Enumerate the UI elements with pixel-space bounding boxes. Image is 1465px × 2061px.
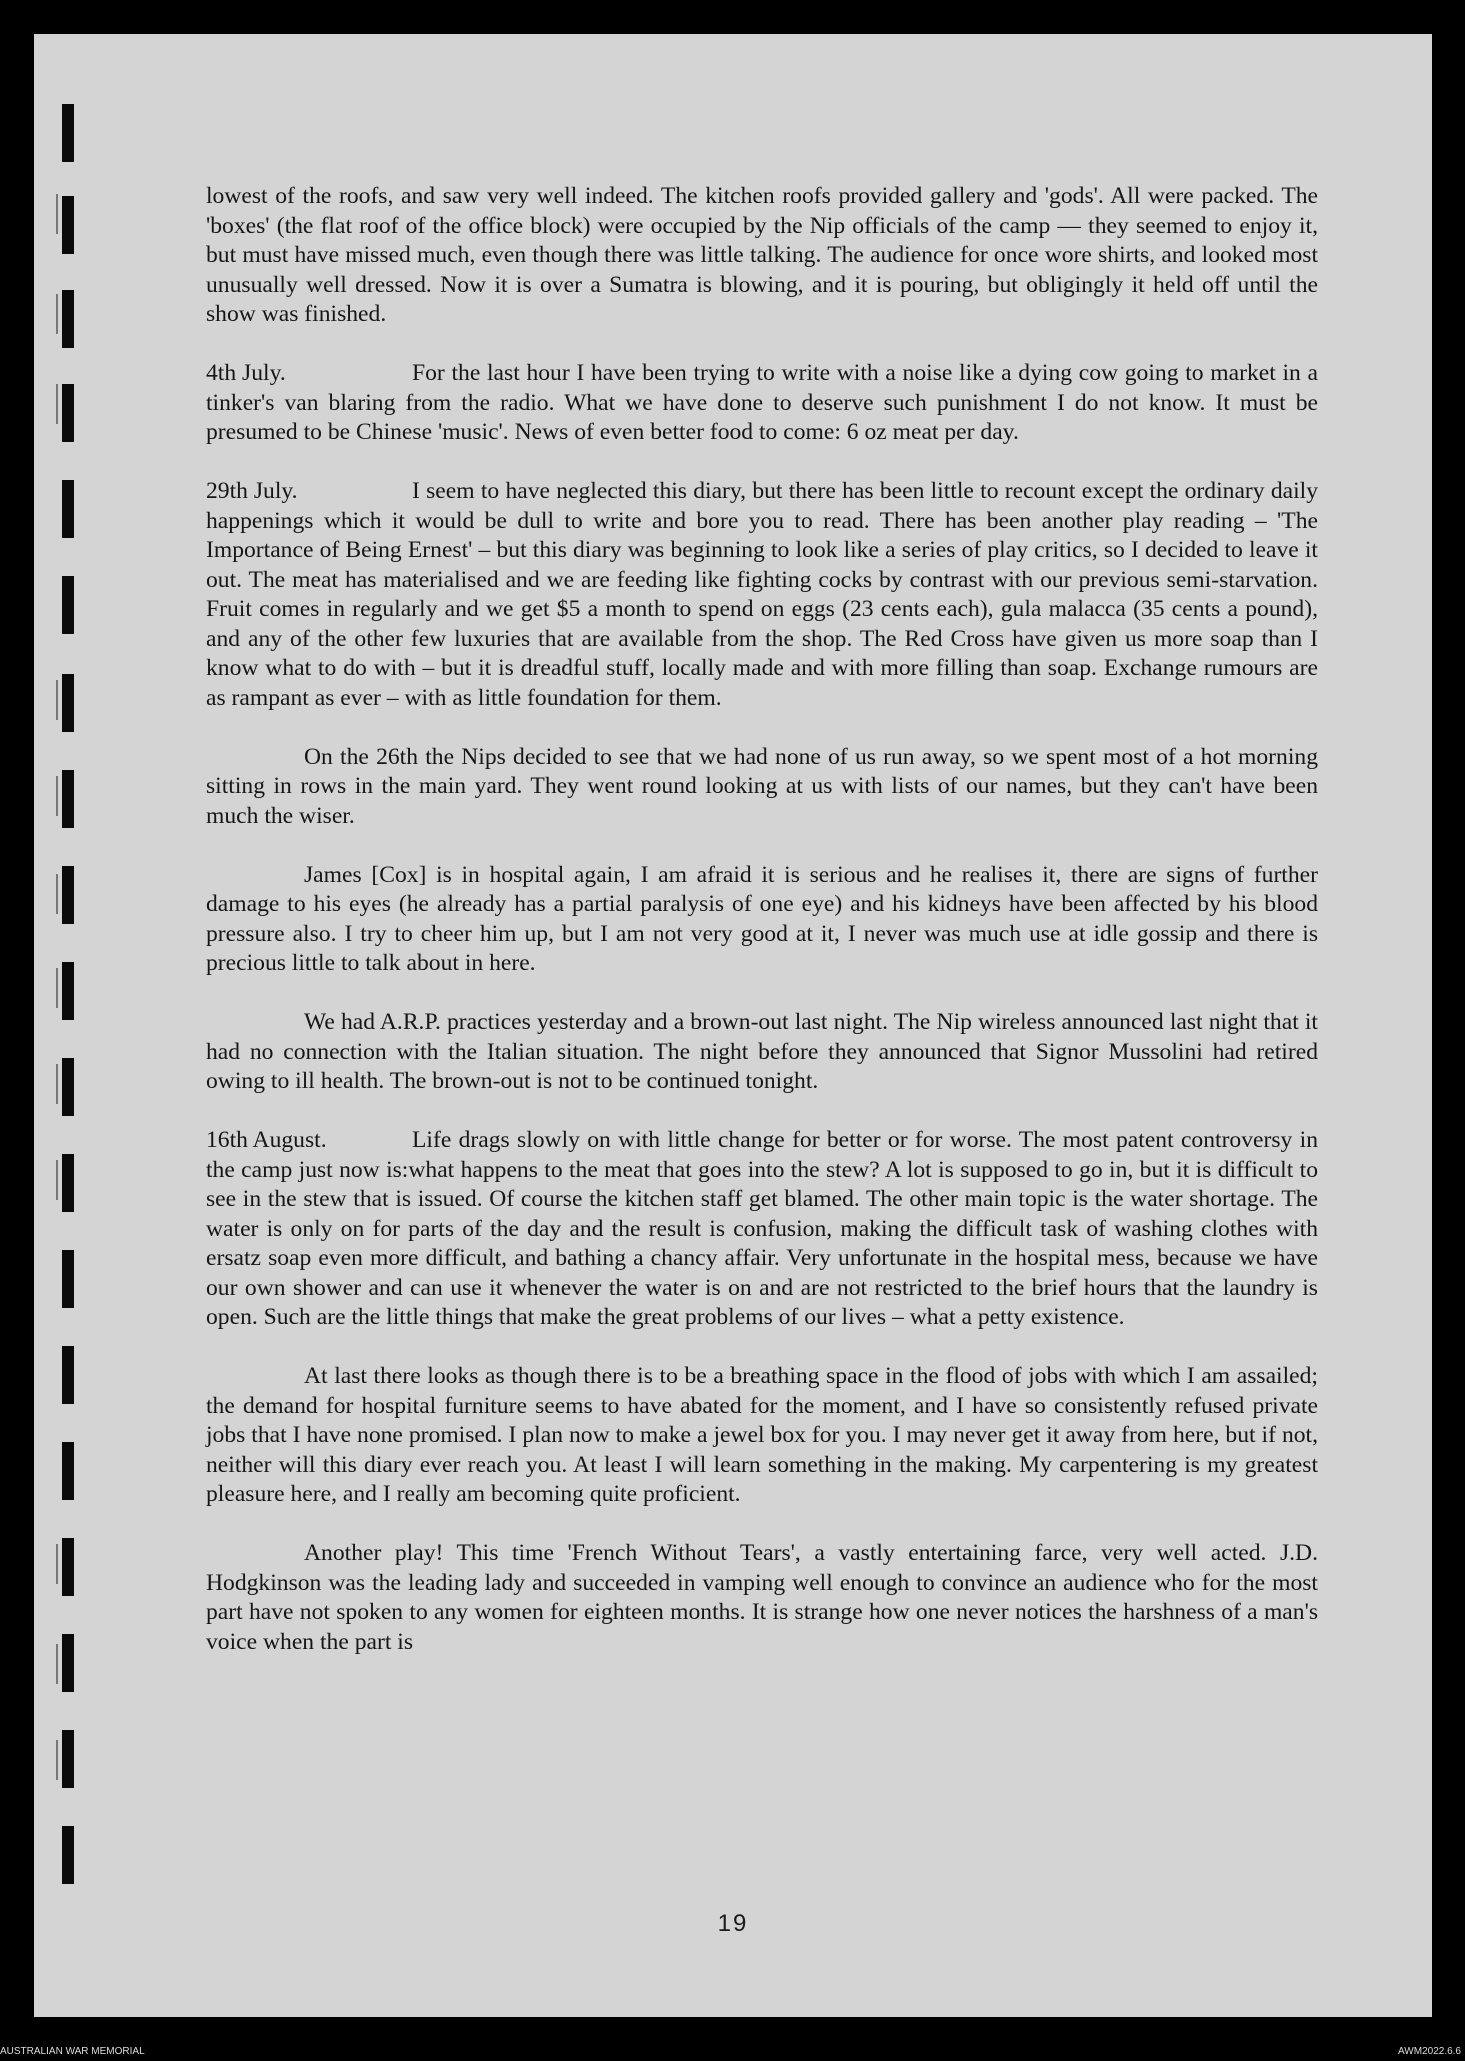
- binding-hole: [62, 104, 74, 162]
- binding-mark: [56, 776, 58, 816]
- paragraph-8: [206, 1362, 1318, 1510]
- diary-date: 4th July.: [206, 360, 286, 386]
- paragraph-text: On the 26th the Nips decided to see that we had none of us run away, so we spent most of a hot morning sitting in rows in the main yard. They went round looking at us with lists of our names, but they can't have been much the wiser.: [206, 743, 1318, 829]
- binding-mark: [56, 680, 58, 720]
- paragraph-5: [206, 861, 1318, 979]
- binding-hole: [62, 1730, 74, 1788]
- binding-mark: [56, 194, 58, 234]
- binding-hole: [62, 576, 74, 634]
- binding-hole: [62, 1250, 74, 1308]
- binding-hole: [62, 962, 74, 1020]
- document-page: [34, 34, 1432, 2017]
- binding-hole: [62, 674, 74, 732]
- paragraph-text: I seem to have neglected this diary, but there has been little to recount except the ordinary daily happenings which it would be dull to write and bore you to read. There has been another play reading – 'The Importance of Being Ernest' – but this diary was beginning to look like a series of play critics, so I decided to leave it out. The meat has materialised and we are feeding like fighting cocks by contrast with our previous semi-starvation. Fruit comes in regularly and we get $5 a month to spend on eggs (23 cents each), gula malacca (35 cents a pound), and any of the other few luxuries that are available from the shop. The Red Cross have given us more soap than I know what to do with – but it is dreadful stuff, locally made and with more filling than soap. Exchange rumours are as rampant as ever – with as little foundation for them.: [206, 478, 1318, 711]
- paragraph-text: We had A.R.P. practices yesterday and a brown-out last night. The Nip wireless announced last night that it had no connection with the Italian situation. The night before they announced that Signor Mussolini had retired owing to ill health. The brown-out is not to be continued tonight.: [206, 1009, 1318, 1094]
- diary-date: 29th July.: [206, 478, 298, 504]
- paragraph-9: [206, 1539, 1318, 1657]
- binding-mark: [56, 874, 58, 914]
- paragraph-4: [206, 743, 1318, 832]
- paragraph-text: James [Cox] is in hospital again, I am afraid it is serious and he realises it, there are signs of further damage to his eyes (he already has a partial paralysis of one eye) and his kidneys have been affected by his blood pressure also. I try to cheer him up, but I am not very good at it, I never was much use at idle gossip and there is precious little to talk about in here.: [206, 861, 1318, 976]
- binding-mark: [56, 384, 58, 424]
- binding-hole: [62, 1634, 74, 1692]
- page-number: 19: [717, 1910, 749, 1937]
- diary-text: [206, 182, 1318, 1687]
- paragraph-text: For the last hour I have been trying to write with a noise like a dying cow going to market in a tinker's van blaring from the radio. What we have done to deserve such punishment I do not know. It must be presumed to be Chinese 'music'. News of even better food to come: 6 oz meat per day.: [206, 360, 1318, 445]
- paragraph-6: [206, 1008, 1318, 1097]
- binding-mark: [56, 1544, 58, 1584]
- binding-hole: [62, 1058, 74, 1116]
- binding-mark: [56, 1740, 58, 1780]
- binding-holes: [56, 84, 86, 1964]
- paragraph-7: [206, 1126, 1318, 1333]
- binding-hole: [62, 1538, 74, 1596]
- binding-mark: [56, 294, 58, 334]
- binding-hole: [62, 290, 74, 348]
- binding-mark: [56, 1160, 58, 1200]
- paragraph-text: Life drags slowly on with little change for better or for worse. The most patent controversy in the camp just now is:what happens to the meat that goes into the stew? A lot is supposed to go in, but it is difficult to see in the stew that is issued. Of course the kitchen staff get blamed. The other main topic is the water shortage. The water is only on for parts of the day and the result is confusion, making the difficult task of washing clothes with ersatz soap even more difficult, and bathing a chancy affair. Very unfortunate in the hospital mess, because we have our own shower and can use it whenever the water is on and are not restricted to the brief hours that the laundry is open. Such are the little things that make the great problems of our lives – what a petty existence.: [206, 1127, 1318, 1330]
- binding-hole: [62, 196, 74, 254]
- binding-hole: [62, 1154, 74, 1212]
- binding-hole: [62, 1346, 74, 1404]
- paragraph-text: lowest of the roofs, and saw very well indeed. The kitchen roofs provided gallery and 'gods'. All were packed. The 'boxes' (the flat roof of the office block) were occupied by the Nip officials of the camp — they seemed to enjoy it, but must have missed much, even though there was little talking. The audience for once wore shirts, and looked most unusually well dressed. Now it is over a Sumatra is blowing, and it is pouring, but obligingly it held off until the show was finished.: [206, 183, 1318, 327]
- binding-mark: [56, 1644, 58, 1684]
- paragraph-1: [206, 182, 1318, 330]
- binding-hole: [62, 1826, 74, 1884]
- binding-hole: [62, 480, 74, 538]
- paragraph-text: At last there looks as though there is to be a breathing space in the flood of jobs with which I am assailed; the demand for hospital furniture seems to have abated for the moment, and I have so consistently refused private jobs that I have none promised. I plan now to make a jewel box for you. I may never get it away from here, but if not, neither will this diary ever reach you. At least I will learn something in the making. My carpentering is my greatest pleasure here, and I really am becoming quite proficient.: [206, 1363, 1318, 1507]
- binding-hole: [62, 1442, 74, 1500]
- binding-mark: [56, 968, 58, 1008]
- paragraph-2: [206, 359, 1318, 448]
- binding-hole: [62, 770, 74, 828]
- binding-hole: [62, 384, 74, 442]
- diary-date: 16th August.: [206, 1127, 327, 1153]
- archive-reference: AWM2022.6.6: [1398, 2046, 1461, 2057]
- archive-credit: AUSTRALIAN WAR MEMORIAL: [0, 2046, 145, 2057]
- paragraph-3: [206, 477, 1318, 713]
- paragraph-text: Another play! This time 'French Without Tears', a vastly entertaining farce, very well acted. J.D. Hodgkinson was the leading lady and succeeded in vamping well enough to convince an audience who for the most part have not spoken to any women for eighteen months. It is strange how one never notices the harshness of a man's voice when the part is: [206, 1540, 1318, 1655]
- binding-mark: [56, 1064, 58, 1104]
- binding-hole: [62, 866, 74, 924]
